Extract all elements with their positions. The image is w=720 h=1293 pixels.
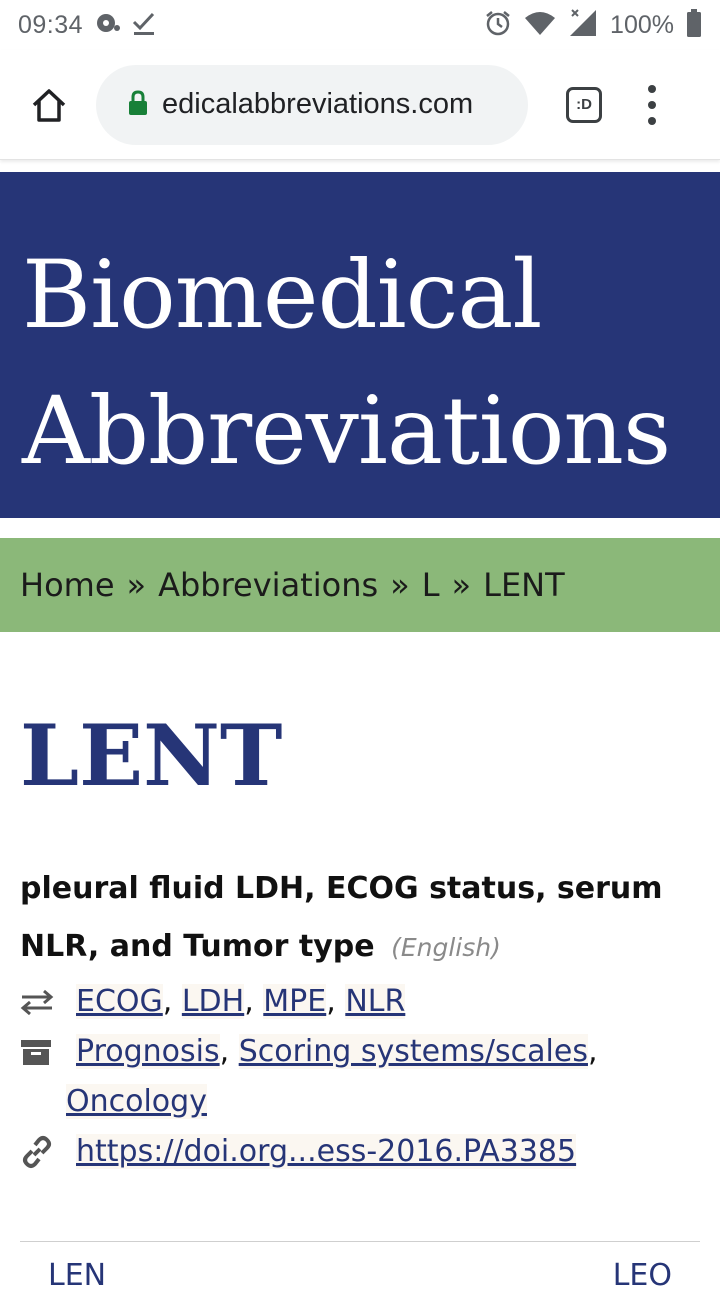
- breadcrumb-separator: »: [126, 566, 147, 604]
- breadcrumb-separator: »: [451, 566, 472, 604]
- link-icon: [20, 1127, 56, 1177]
- archive-icon: [20, 1027, 56, 1077]
- home-icon: [30, 87, 68, 123]
- status-time: 09:34: [18, 10, 84, 39]
- next-entry-link[interactable]: LEO: [612, 1258, 672, 1293]
- breadcrumb-letter[interactable]: L: [421, 566, 440, 604]
- battery-percent: 100%: [610, 10, 674, 39]
- definition: [20, 860, 700, 977]
- source-row: [20, 1127, 700, 1177]
- check-icon: [131, 10, 157, 41]
- tab-switcher-button[interactable]: :D: [566, 87, 602, 123]
- category-link-oncology[interactable]: Oncology: [66, 1084, 207, 1119]
- site-title-line2: Abbreviations: [22, 377, 671, 486]
- home-button[interactable]: [28, 84, 70, 126]
- browser-toolbar: [0, 50, 720, 160]
- page-title: LENT: [20, 706, 283, 805]
- breadcrumb-separator: »: [390, 566, 410, 604]
- wifi-icon: [524, 10, 556, 41]
- signal-icon: [568, 8, 598, 43]
- menu-dot-icon: [648, 85, 656, 93]
- related-link-ecog[interactable]: ECOG: [76, 984, 163, 1019]
- related-link-ldh[interactable]: LDH: [181, 984, 245, 1019]
- breadcrumb-home[interactable]: Home: [20, 566, 115, 604]
- related-link-mpe[interactable]: MPE: [263, 984, 327, 1019]
- breadcrumb: [0, 538, 720, 632]
- menu-dot-icon: [648, 117, 656, 125]
- swap-arrows-icon: [20, 977, 56, 1027]
- address-bar[interactable]: [96, 65, 528, 145]
- site-title[interactable]: [22, 228, 698, 500]
- categories-row: Prognosis, Scoring systems/scales, Oncology: [20, 1027, 700, 1127]
- site-header: [0, 172, 720, 518]
- related-row: ECOG, LDH, MPE, NLR: [20, 977, 700, 1027]
- site-title-line1: Biomedical: [22, 241, 542, 350]
- entry-pager: [20, 1258, 700, 1293]
- category-link-scoring[interactable]: Scoring systems/scales: [238, 1034, 588, 1069]
- menu-dot-icon: [648, 101, 656, 109]
- overflow-menu-button[interactable]: [646, 85, 658, 125]
- breadcrumb-abbreviations[interactable]: Abbreviations: [158, 566, 379, 604]
- url-text: edicalabbreviations.com: [162, 88, 474, 120]
- lock-icon: [128, 90, 148, 120]
- source-doi-link[interactable]: https://doi.org...ess-2016.PA3385: [76, 1134, 577, 1169]
- status-bar: [0, 0, 720, 50]
- category-link-prognosis[interactable]: Prognosis: [76, 1034, 220, 1069]
- related-link-nlr[interactable]: NLR: [345, 984, 406, 1019]
- definition-text: pleural fluid LDH, ECOG status, serum NLR, and Tumor type: [20, 871, 663, 964]
- battery-icon: [686, 9, 702, 42]
- breadcrumb-current: LENT: [483, 566, 565, 604]
- notification-icon: [95, 12, 121, 39]
- divider: [20, 1241, 700, 1242]
- prev-entry-link[interactable]: LEN: [48, 1258, 107, 1293]
- alarm-icon: [484, 9, 512, 42]
- language-label: (English): [391, 933, 501, 962]
- main-content: [0, 706, 720, 1293]
